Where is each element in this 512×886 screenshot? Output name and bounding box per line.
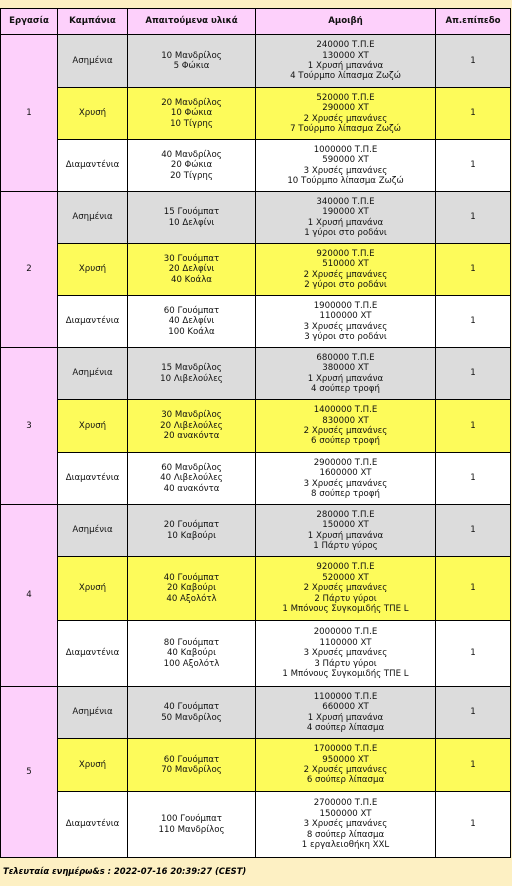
header-materials: Απαιτούμενα υλικά — [128, 9, 256, 35]
reward-line: 240000 Τ.Π.Ε — [316, 40, 375, 51]
table-header-row — [1, 9, 511, 35]
level-cell: 1 — [436, 296, 511, 348]
reward-cell — [256, 192, 436, 244]
reward-line: 660000 XT — [322, 702, 369, 713]
reward-line: 380000 XT — [322, 363, 369, 374]
campaign-cell: Διαμαντένια — [58, 140, 128, 192]
reward-line: 2 Χρυσές μπανάνες — [303, 765, 388, 775]
reward-line: 3 Χρυσές μπανάνες — [303, 648, 388, 659]
campaign-cell: Χρυσή — [58, 400, 128, 453]
material-line: 100 Κοάλα — [168, 326, 215, 337]
reward-cell — [256, 296, 436, 348]
material-line: 20 Λιβελούλες — [160, 420, 223, 431]
reward-line: 3 γύροι στο ροδάνι — [304, 331, 387, 342]
material-line: 40 Δελφίνι — [168, 316, 215, 327]
reward-line: 520000 Τ.Π.Ε — [316, 92, 375, 103]
reward-cell — [256, 505, 436, 557]
header-campaign: Καμπάνια — [58, 9, 128, 35]
table-row — [1, 687, 511, 739]
campaign-cell: Ασημένια — [58, 505, 128, 557]
materials-cell — [128, 88, 256, 140]
table-row — [1, 296, 511, 348]
reward-cell — [256, 244, 436, 296]
materials-cell — [128, 453, 256, 505]
material-line: 15 Μανδρίλος — [161, 363, 222, 374]
reward-line: 7 Τούρμπο λίπασμα Ζωζώ — [290, 123, 401, 134]
reward-line: 2900000 Τ.Π.Ε — [313, 457, 378, 468]
material-line: 20 Φώκια — [170, 160, 213, 171]
level-cell: 1 — [436, 792, 511, 858]
level-cell: 1 — [436, 400, 511, 453]
reward-line: 2000000 Τ.Π.Ε — [313, 627, 378, 638]
reward-line: 10 Τούρμπο λίπασμα Ζωζώ — [287, 175, 404, 186]
reward-line: 3 Πάρτυ γύροι — [314, 658, 377, 669]
table-row — [1, 621, 511, 687]
materials-cell — [128, 621, 256, 687]
materials-cell — [128, 348, 256, 400]
materials-cell — [128, 792, 256, 858]
reward-line: 8 σούπερ τροφή — [311, 488, 380, 499]
reward-cell — [256, 557, 436, 621]
last-updated-footer: Τελευταία ενημέρω&s : 2022-07-16 20:39:27 (CEST) — [3, 866, 247, 876]
campaign-cell: Ασημένια — [58, 348, 128, 400]
material-line: 20 Καβούρι — [166, 583, 217, 594]
level-cell: 1 — [436, 505, 511, 557]
table-row — [1, 505, 511, 557]
reward-line: 920000 Τ.Π.Ε — [316, 562, 375, 573]
table-body — [1, 35, 511, 858]
level-cell: 1 — [436, 621, 511, 687]
reward-line: 4 Τούρμπο λίπασμα Ζωζώ — [290, 71, 401, 82]
reward-line: 1 Χρυσή μπανάνα — [307, 61, 384, 71]
material-line: 20 Γουόμπατ — [163, 520, 220, 531]
header-level: Απ.επίπεδο — [436, 9, 511, 35]
task-number: 1 — [1, 35, 58, 192]
reward-line: 280000 Τ.Π.Ε — [316, 509, 375, 520]
material-line: 40 Κοάλα — [171, 274, 212, 285]
reward-line: 1500000 XT — [319, 808, 372, 819]
material-line: 10 Λιβελούλες — [160, 373, 223, 384]
reward-line: 1 εργαλειοθήκη XXL — [301, 840, 390, 851]
reward-line: 8 σούπερ λίπασμα — [306, 829, 385, 840]
material-line: 10 Τίγρης — [170, 118, 213, 129]
level-cell: 1 — [436, 453, 511, 505]
task-number: 3 — [1, 348, 58, 505]
material-line: 60 Γουόμπατ — [163, 305, 220, 316]
level-cell: 1 — [436, 739, 511, 792]
reward-line: 4 σούπερ λίπασμα — [306, 722, 385, 733]
material-line: 20 Μανδρίλος — [161, 97, 222, 108]
material-line: 100 Γουόμπατ — [161, 814, 222, 825]
material-line: 40 Καβούρι — [166, 648, 217, 659]
materials-cell — [128, 244, 256, 296]
reward-cell — [256, 792, 436, 858]
reward-line: 1600000 XT — [319, 468, 372, 479]
material-line: 50 Μανδρίλος — [161, 712, 222, 723]
table-row — [1, 557, 511, 621]
level-cell: 1 — [436, 348, 511, 400]
reward-line: 1400000 Τ.Π.Ε — [313, 405, 378, 416]
material-line: 10 Φώκια — [170, 108, 213, 119]
level-cell: 1 — [436, 192, 511, 244]
reward-line: 1 Χρυσή μπανάνα — [307, 217, 384, 228]
reward-cell — [256, 140, 436, 192]
material-line: 20 Δελφίνι — [168, 264, 215, 275]
table-row — [1, 35, 511, 88]
header-reward: Αμοιβή — [256, 9, 436, 35]
reward-line: 950000 XT — [322, 754, 369, 765]
campaign-cell: Διαμαντένια — [58, 792, 128, 858]
material-line: 10 Καβούρι — [166, 530, 217, 541]
reward-line: 1 Χρυσή μπανάνα — [307, 712, 384, 723]
material-line: 20 ανακόντα — [163, 431, 220, 442]
level-cell: 1 — [436, 244, 511, 296]
materials-cell — [128, 400, 256, 453]
level-cell: 1 — [436, 557, 511, 621]
material-line: 20 Τίγρης — [170, 170, 213, 181]
reward-line: 340000 Τ.Π.Ε — [316, 196, 375, 207]
reward-line: 1100000 XT — [319, 311, 372, 322]
reward-line: 680000 Τ.Π.Ε — [316, 352, 375, 363]
level-cell: 1 — [436, 687, 511, 739]
table-row — [1, 244, 511, 296]
campaign-cell: Ασημένια — [58, 687, 128, 739]
campaign-cell: Διαμαντένια — [58, 621, 128, 687]
reward-line: 2 Πάρτυ γύροι — [314, 593, 377, 604]
reward-line: 6 σούπερ λίπασμα — [306, 775, 385, 786]
reward-line: 2 γύροι στο ροδάνι — [304, 279, 387, 290]
materials-cell — [128, 140, 256, 192]
campaign-cell: Διαμαντένια — [58, 453, 128, 505]
table-row — [1, 88, 511, 140]
reward-cell — [256, 687, 436, 739]
reward-line: 3 Χρυσές μπανάνες — [303, 165, 388, 176]
reward-cell — [256, 400, 436, 453]
reward-line: 1100000 XT — [319, 637, 372, 648]
reward-line: 6 σούπερ τροφή — [311, 436, 380, 447]
reward-line: 920000 Τ.Π.Ε — [316, 248, 375, 259]
material-line: 100 Αξολότλ — [163, 658, 220, 669]
material-line: 15 Γουόμπατ — [163, 207, 220, 218]
reward-cell — [256, 453, 436, 505]
table-row — [1, 739, 511, 792]
campaign-cell: Χρυσή — [58, 244, 128, 296]
reward-line: 1 Χρυσή μπανάνα — [307, 373, 384, 384]
table-row — [1, 400, 511, 453]
material-line: 60 Μανδρίλος — [161, 462, 222, 473]
materials-cell — [128, 505, 256, 557]
reward-cell — [256, 739, 436, 792]
material-line: 30 Γουόμπατ — [163, 253, 220, 264]
level-cell: 1 — [436, 35, 511, 88]
table-row — [1, 140, 511, 192]
campaign-cell: Χρυσή — [58, 88, 128, 140]
campaign-cell: Ασημένια — [58, 35, 128, 88]
materials-cell — [128, 739, 256, 792]
reward-line: 1 γύροι στο ροδάνι — [304, 227, 387, 238]
reward-line: 590000 XT — [322, 155, 369, 166]
level-cell: 1 — [436, 140, 511, 192]
reward-line: 520000 XT — [322, 572, 369, 583]
reward-line: 1900000 Τ.Π.Ε — [313, 300, 378, 311]
material-line: 40 Γουόμπατ — [163, 702, 220, 713]
reward-line: 3 Χρυσές μπανάνες — [303, 478, 388, 489]
reward-cell — [256, 621, 436, 687]
material-line: 10 Δελφίνι — [168, 217, 215, 228]
materials-cell — [128, 687, 256, 739]
task-number: 2 — [1, 192, 58, 348]
material-line: 60 Γουόμπατ — [163, 754, 220, 765]
level-cell: 1 — [436, 88, 511, 140]
table-row — [1, 348, 511, 400]
reward-line: 1 Μπόνους Συγκομιδής ΤΠΕ L — [282, 604, 409, 615]
task-number: 4 — [1, 505, 58, 687]
reward-line: 150000 XT — [322, 520, 369, 531]
reward-line: 130000 XT — [322, 50, 369, 61]
campaign-cell: Χρυσή — [58, 557, 128, 621]
reward-cell — [256, 88, 436, 140]
table-row — [1, 453, 511, 505]
reward-line: 1000000 Τ.Π.Ε — [313, 144, 378, 155]
reward-cell — [256, 35, 436, 88]
tasks-table — [0, 8, 511, 858]
material-line: 70 Μανδρίλος — [161, 765, 222, 775]
material-line: 40 Λιβελούλες — [160, 473, 223, 484]
reward-line: 2 Χρυσές μπανάνες — [303, 426, 388, 436]
material-line: 40 Αξολότλ — [166, 593, 217, 604]
table-row — [1, 792, 511, 858]
reward-line: 3 Χρυσές μπανάνες — [303, 321, 388, 332]
reward-line: 4 σούπερ τροφή — [311, 383, 380, 394]
reward-line: 830000 XT — [322, 415, 369, 426]
material-line: 40 ανακόντα — [163, 483, 220, 494]
reward-line: 290000 XT — [322, 103, 369, 114]
table-row — [1, 192, 511, 244]
reward-line: 1 Πάρτυ γύρος — [313, 540, 378, 551]
material-line: 5 Φώκια — [173, 61, 210, 71]
material-line: 10 Μανδρίλος — [161, 50, 222, 61]
material-line: 40 Γουόμπατ — [163, 572, 220, 583]
campaign-cell: Ασημένια — [58, 192, 128, 244]
material-line: 80 Γουόμπατ — [163, 637, 220, 648]
task-number: 5 — [1, 687, 58, 858]
materials-cell — [128, 192, 256, 244]
reward-line: 1 Χρυσή μπανάνα — [307, 530, 384, 541]
campaign-cell: Χρυσή — [58, 739, 128, 792]
reward-line: 2700000 Τ.Π.Ε — [313, 798, 378, 809]
campaign-cell: Διαμαντένια — [58, 296, 128, 348]
material-line: 30 Μανδρίλος — [161, 410, 222, 421]
material-line: 110 Μανδρίλος — [158, 824, 225, 835]
reward-line: 2 Χρυσές μπανάνες — [303, 269, 388, 280]
reward-cell — [256, 348, 436, 400]
reward-line: 3 Χρυσές μπανάνες — [303, 819, 388, 830]
materials-cell — [128, 35, 256, 88]
reward-line: 1 Μπόνους Συγκομιδής ΤΠΕ L — [282, 669, 409, 680]
reward-line: 190000 XT — [322, 207, 369, 218]
reward-line: 1700000 Τ.Π.Ε — [313, 744, 378, 755]
reward-line: 2 Χρυσές μπανάνες — [303, 583, 388, 594]
materials-cell — [128, 296, 256, 348]
reward-line: 510000 XT — [322, 259, 369, 270]
reward-line: 2 Χρυσές μπανάνες — [303, 113, 388, 124]
header-task: Εργασία — [1, 9, 58, 35]
material-line: 40 Μανδρίλος — [161, 149, 222, 160]
materials-cell — [128, 557, 256, 621]
reward-line: 1100000 Τ.Π.Ε — [313, 691, 378, 702]
